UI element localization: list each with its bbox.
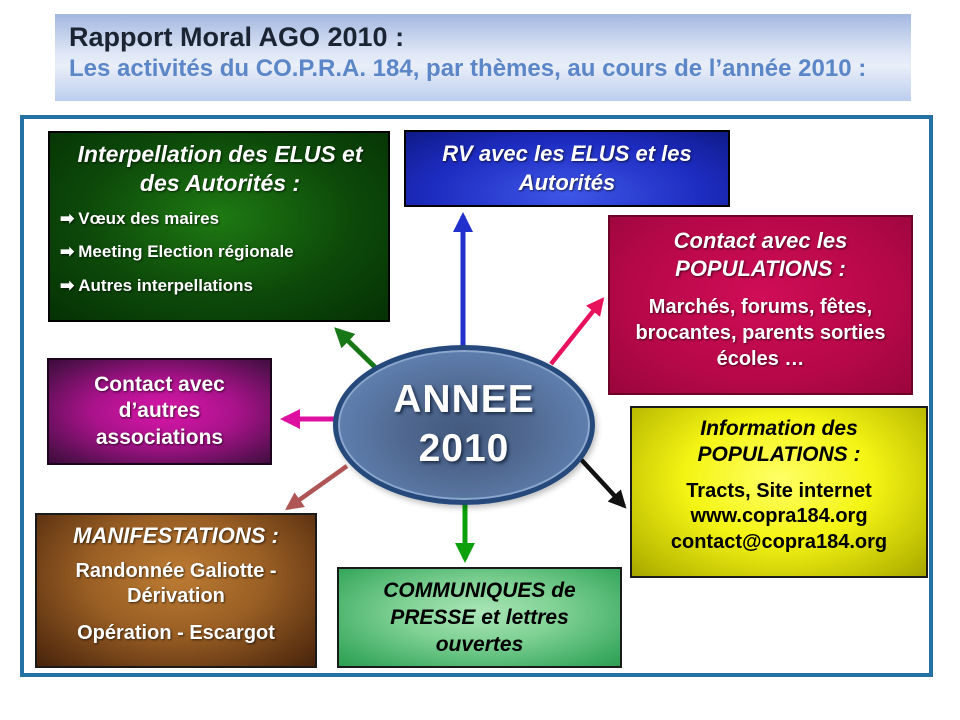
rv-elus-box <box>404 130 730 207</box>
contact-email: contact@copra184.org <box>670 530 888 553</box>
manifestations-body-1: Randonnée Galiotte - Dérivation <box>75 560 277 607</box>
list-item <box>60 210 380 229</box>
information-populations-box <box>630 406 928 578</box>
year-line-2: 2010 <box>418 427 510 470</box>
arrow-bullet-icon: ➡ <box>60 208 75 228</box>
contact-associations-label: Contact avec d’autres associations <box>94 373 225 449</box>
interpellation-bullet-list <box>60 210 380 296</box>
manifestations-body-2: Opération - Escargot <box>77 622 275 644</box>
arrow-bullet-icon: ➡ <box>60 275 75 295</box>
manifestations-title: MANIFESTATIONS : <box>73 523 279 548</box>
information-body <box>636 479 922 556</box>
contact-associations-box <box>47 358 272 465</box>
slide-header <box>55 14 911 101</box>
bullet-label: Vœux des maires <box>78 208 220 228</box>
manifestations-box <box>35 513 317 668</box>
website-url: www.copra184.org <box>690 505 868 528</box>
interpellation-title: Interpellation des ELUS et des Autorités : <box>77 141 363 196</box>
arrow-bullet-icon: ➡ <box>60 242 75 262</box>
communiques-box <box>337 567 622 668</box>
contact-populations-title: Contact avec les POPULATIONS : <box>673 228 848 281</box>
year-line-1: ANNEE <box>393 378 535 422</box>
page-subtitle: Les activités du CO.P.R.A. 184, par thèmes, au cours de l’année 2010 : <box>69 54 867 82</box>
interpellation-box <box>48 131 390 322</box>
list-item <box>60 277 380 296</box>
list-item <box>60 243 380 262</box>
central-year-ellipse <box>333 345 595 505</box>
rv-elus-label: RV avec les ELUS et les Autorités <box>442 140 692 195</box>
contact-populations-box <box>608 215 913 395</box>
communiques-label: COMMUNIQUES de PRESSE et lettres ouvertes <box>383 578 576 657</box>
bullet-label: Meeting Election régionale <box>78 242 294 262</box>
information-title: Information des POPULATIONS : <box>697 417 861 467</box>
information-body-line: Tracts, Site internet <box>686 479 872 502</box>
bullet-label: Autres interpellations <box>78 275 254 295</box>
page-title: Rapport Moral AGO 2010 : <box>69 22 405 52</box>
contact-populations-body: Marchés, forums, fêtes, brocantes, parents sorties écoles … <box>635 296 886 370</box>
